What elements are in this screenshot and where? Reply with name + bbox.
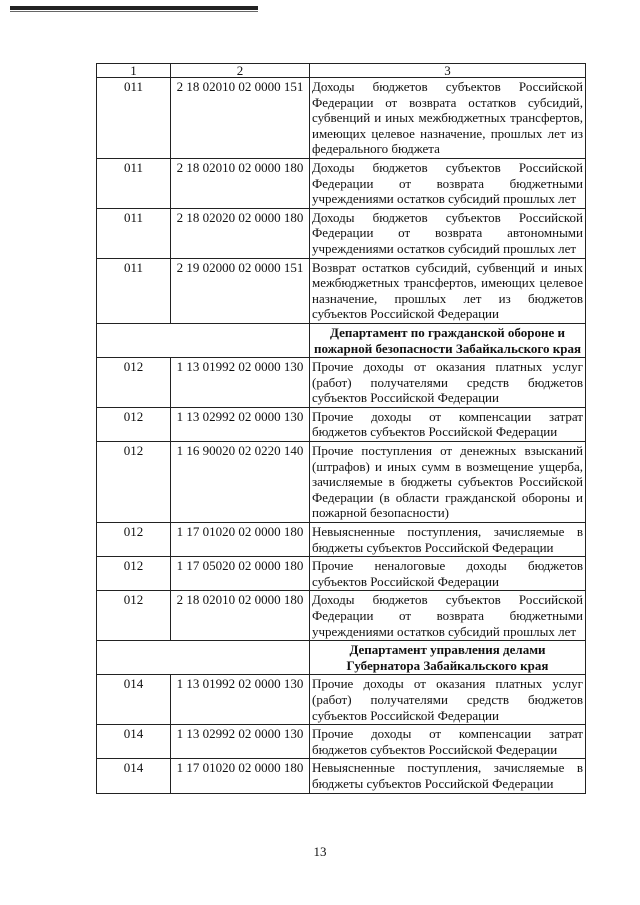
table-row bbox=[97, 725, 586, 759]
table-row bbox=[97, 158, 586, 208]
admin-code: 011 bbox=[97, 78, 171, 159]
admin-code: 012 bbox=[97, 591, 171, 641]
header-col2: 2 bbox=[171, 64, 310, 78]
empty-cell bbox=[97, 323, 310, 357]
department-name: Департамент управления делами Губернатора Забайкальского края bbox=[310, 641, 586, 675]
admin-code: 012 bbox=[97, 358, 171, 408]
table-row bbox=[97, 675, 586, 725]
admin-code: 014 bbox=[97, 675, 171, 725]
department-name: Департамент по гражданской обороне и пожарной безопасности Забайкальского края bbox=[310, 323, 586, 357]
budget-classification-code: 1 13 02992 02 0000 130 bbox=[171, 407, 310, 441]
table-row bbox=[97, 78, 586, 159]
admin-code: 012 bbox=[97, 557, 171, 591]
top-rule bbox=[10, 6, 258, 10]
table-row bbox=[97, 208, 586, 258]
budget-classification-code: 1 13 01992 02 0000 130 bbox=[171, 358, 310, 408]
revenue-description: Прочие доходы от компенсации затрат бюджетов субъектов Российской Федерации bbox=[310, 725, 586, 759]
admin-code: 012 bbox=[97, 442, 171, 523]
revenue-description: Доходы бюджетов субъектов Российской Федерации от возврата остатков субсидий, субвенций и иных межбюджетных трансфертов, имеющих целевое назначение, прошлых лет из федерального бюджета bbox=[310, 78, 586, 159]
empty-cell bbox=[97, 641, 310, 675]
revenue-description: Невыясненные поступления, зачисляемые в бюджеты субъектов Российской Федерации bbox=[310, 759, 586, 793]
budget-classification-code: 1 17 01020 02 0000 180 bbox=[171, 523, 310, 557]
table-row bbox=[97, 358, 586, 408]
admin-code: 012 bbox=[97, 523, 171, 557]
admin-code: 012 bbox=[97, 407, 171, 441]
revenue-description: Доходы бюджетов субъектов Российской Федерации от возврата автономными учреждениями остатков субсидий прошлых лет bbox=[310, 208, 586, 258]
budget-classification-code: 2 19 02000 02 0000 151 bbox=[171, 258, 310, 323]
budget-classification-code: 2 18 02010 02 0000 180 bbox=[171, 591, 310, 641]
budget-classification-code: 1 17 05020 02 0000 180 bbox=[171, 557, 310, 591]
revenue-description: Доходы бюджетов субъектов Российской Федерации от возврата бюджетными учреждениями остатков субсидий прошлых лет bbox=[310, 591, 586, 641]
revenue-description: Прочие неналоговые доходы бюджетов субъектов Российской Федерации bbox=[310, 557, 586, 591]
budget-classification-code: 1 17 01020 02 0000 180 bbox=[171, 759, 310, 793]
revenue-codes-table bbox=[96, 63, 586, 794]
header-col1: 1 bbox=[97, 64, 171, 78]
revenue-description: Доходы бюджетов субъектов Российской Федерации от возврата бюджетными учреждениями остатков субсидий прошлых лет bbox=[310, 158, 586, 208]
table-row bbox=[97, 407, 586, 441]
admin-code: 011 bbox=[97, 208, 171, 258]
admin-code: 014 bbox=[97, 759, 171, 793]
budget-classification-code: 1 13 02992 02 0000 130 bbox=[171, 725, 310, 759]
revenue-description: Невыясненные поступления, зачисляемые в бюджеты субъектов Российской Федерации bbox=[310, 523, 586, 557]
table-row bbox=[97, 258, 586, 323]
admin-code: 011 bbox=[97, 158, 171, 208]
table-row bbox=[97, 442, 586, 523]
budget-classification-code: 2 18 02010 02 0000 151 bbox=[171, 78, 310, 159]
budget-classification-code: 2 18 02020 02 0000 180 bbox=[171, 208, 310, 258]
budget-classification-code: 2 18 02010 02 0000 180 bbox=[171, 158, 310, 208]
header-row bbox=[97, 64, 586, 78]
header-col3: 3 bbox=[310, 64, 586, 78]
budget-classification-code: 1 13 01992 02 0000 130 bbox=[171, 675, 310, 725]
table-row bbox=[97, 591, 586, 641]
revenue-description: Прочие доходы от оказания платных услуг (работ) получателями средств бюджетов субъектов Российской Федерации bbox=[310, 358, 586, 408]
department-row bbox=[97, 641, 586, 675]
revenue-description: Прочие поступления от денежных взысканий (штрафов) и иных сумм в возмещение ущерба, зачисляемые в бюджеты субъектов Российской Федерации (в области гражданской обороны и пожарной безопасности) bbox=[310, 442, 586, 523]
department-row bbox=[97, 323, 586, 357]
table-row bbox=[97, 523, 586, 557]
budget-classification-code: 1 16 90020 02 0220 140 bbox=[171, 442, 310, 523]
table-row bbox=[97, 557, 586, 591]
admin-code: 014 bbox=[97, 725, 171, 759]
admin-code: 011 bbox=[97, 258, 171, 323]
revenue-description: Возврат остатков субсидий, субвенций и иных межбюджетных трансфертов, имеющих целевое назначение, прошлых лет из бюджетов субъектов Российской Федерации bbox=[310, 258, 586, 323]
top-rule-thin bbox=[10, 11, 258, 12]
revenue-description: Прочие доходы от компенсации затрат бюджетов субъектов Российской Федерации bbox=[310, 407, 586, 441]
table-row bbox=[97, 759, 586, 793]
revenue-description: Прочие доходы от оказания платных услуг (работ) получателями средств бюджетов субъектов Российской Федерации bbox=[310, 675, 586, 725]
page-number: 13 bbox=[313, 844, 327, 859]
